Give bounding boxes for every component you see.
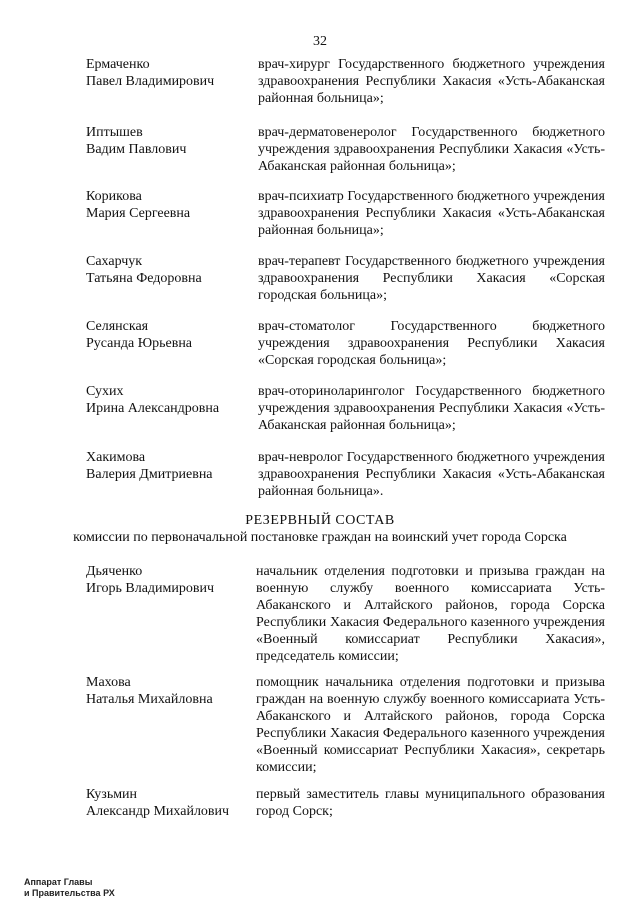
footer-line: Аппарат Главы — [24, 877, 93, 887]
member-surname: Ермаченко — [86, 57, 150, 72]
member-position: врач-невролог Государственного бюджетного учреждения здравоохранения Республики Хакасия «Усть-Абаканская районная больница». — [258, 450, 605, 499]
reserve-section-title: РЕЗЕРВНЫЙ СОСТАВ — [245, 513, 395, 528]
member-name — [86, 449, 251, 483]
member-surname: Сахарчук — [86, 254, 143, 269]
member-surname: Махова — [86, 675, 131, 690]
member-name — [86, 253, 251, 287]
member-position: начальник отделения подготовки и призыва граждан на военную службу военного комиссариата Усть-Абаканского и Алтайского районов, города Сорска Республики Хакасия Федерального казенного учреждения «Военный комиссариат Республики Хакасия», председатель комиссии; — [256, 564, 605, 664]
member-surname: Хакимова — [86, 450, 146, 465]
member-name — [86, 674, 251, 708]
page-number: 32 — [313, 34, 327, 49]
member-position: врач-оториноларинголог Государственного бюджетного учреждения здравоохранения Республики Хакасия «Усть-Абаканская районная больница»; — [258, 384, 605, 433]
member-given-name: Татьяна Федоровна — [86, 271, 202, 286]
member-given-name: Александр Михайлович — [86, 804, 230, 819]
member-given-name: Мария Сергеевна — [86, 206, 191, 221]
member-name — [86, 318, 251, 352]
member-surname: Дьяченко — [86, 564, 143, 579]
member-given-name: Наталья Михайловна — [86, 692, 213, 707]
footer-stamp — [24, 877, 115, 899]
member-surname: Сухих — [86, 384, 124, 399]
member-given-name: Павел Владимирович — [86, 74, 215, 89]
member-given-name: Русанда Юрьевна — [86, 336, 193, 351]
member-surname: Иптышев — [86, 125, 143, 140]
member-position: врач-терапевт Государственного бюджетного учреждения здравоохранения Республики Хакасия «Сорская городская больница»; — [258, 254, 605, 303]
member-given-name: Игорь Владимирович — [86, 581, 215, 596]
reserve-section-subtitle: комиссии по первоначальной постановке граждан на воинский учет города Сорска — [73, 530, 567, 545]
member-name — [86, 786, 251, 820]
member-name — [86, 563, 251, 597]
member-name — [86, 188, 251, 222]
member-surname: Кузьмин — [86, 787, 138, 802]
member-position: врач-психиатр Государственного бюджетного учреждения здравоохранения Республики Хакасия «Усть-Абаканская районная больница»; — [258, 189, 605, 238]
member-position: врач-стоматолог Государственного бюджетного учреждения здравоохранения Республики Хакасия «Сорская городская больница»; — [258, 319, 605, 368]
footer-line: и Правительства РХ — [24, 888, 115, 898]
member-name — [86, 383, 251, 417]
member-given-name: Вадим Павлович — [86, 142, 187, 157]
member-name — [86, 124, 251, 158]
member-name — [86, 56, 251, 90]
member-given-name: Ирина Александровна — [86, 401, 220, 416]
member-position: помощник начальника отделения подготовки и призыва граждан на военную службу военного комиссариата Усть-Абаканского и Алтайского районов, города Сорска Республики Хакасия Федерального казенного учреждения «Военный комиссариат Республики Хакасия», секретарь комиссии; — [256, 675, 605, 775]
member-position: врач-дерматовенеролог Государственного бюджетного учреждения здравоохранения Республики Хакасия «Усть-Абаканская районная больница»; — [258, 125, 605, 174]
member-surname: Корикова — [86, 189, 142, 204]
member-position: первый заместитель главы муниципального образования город Сорск; — [256, 787, 605, 819]
member-given-name: Валерия Дмитриевна — [86, 467, 213, 482]
member-position: врач-хирург Государственного бюджетного учреждения здравоохранения Республики Хакасия «Усть-Абаканская районная больница»; — [258, 57, 605, 106]
member-surname: Селянская — [86, 319, 149, 334]
